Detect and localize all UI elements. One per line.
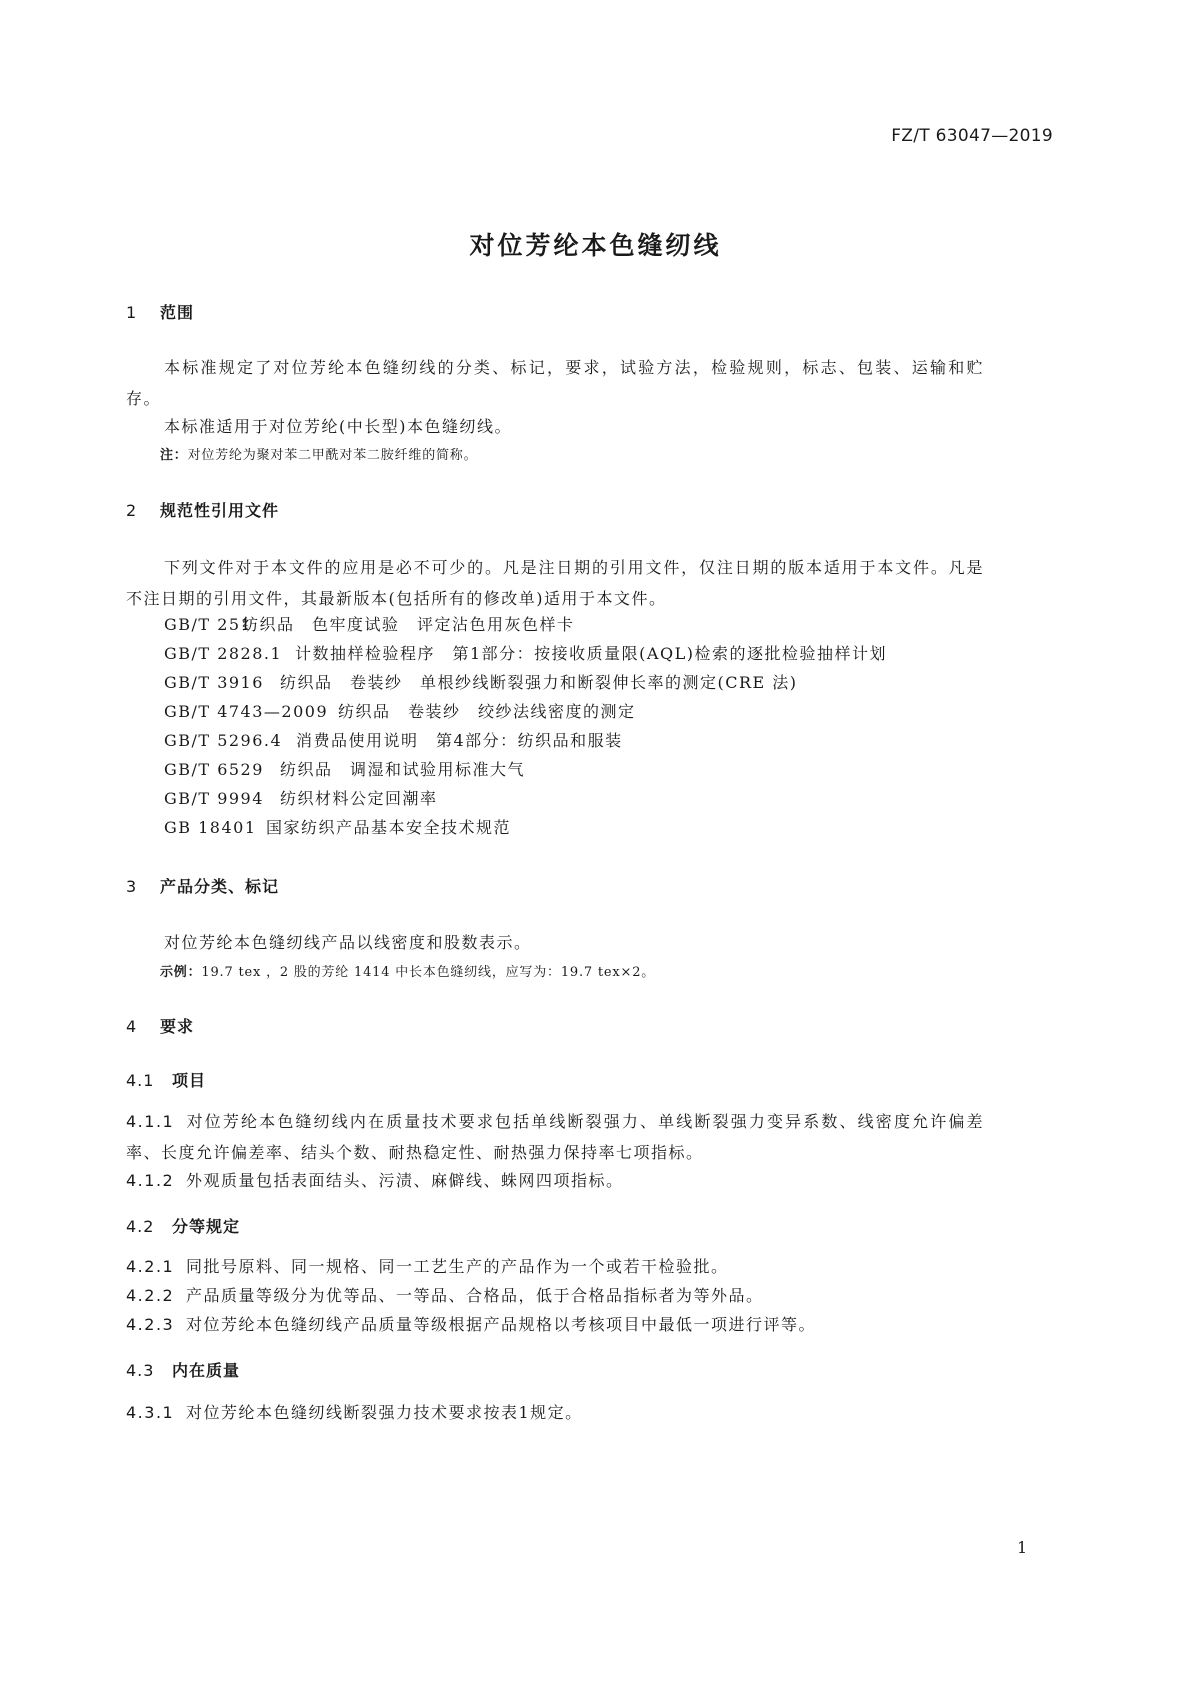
section-3-paragraph: 对位芳纶本色缝纫线产品以线密度和股数表示。 (164, 933, 532, 952)
section-1-paragraph-2: 本标准适用于对位芳纶(中长型)本色缝纫线。 (164, 417, 512, 436)
clause-4-1-2 (126, 1168, 624, 1191)
reference-code: GB/T 4743—2009 (164, 702, 329, 721)
clause-number: 4.1.2 (126, 1171, 175, 1190)
reference-title: 消费品使用说明 第4部分：纺织品和服装 (296, 731, 623, 750)
reference-code: GB/T 5296.4 (164, 731, 283, 750)
clause-number: 4.2.3 (126, 1315, 175, 1334)
clause-text: 同批号原料、同一规格、同一工艺生产的产品作为一个或若干检验批。 (186, 1257, 729, 1276)
section-3-example (160, 961, 655, 980)
clause-text: 产品质量等级分为优等品、一等品、合格品，低于合格品指标者为等外品。 (186, 1286, 764, 1305)
section-3-heading (126, 874, 279, 897)
reference-title: 纺织品 调湿和试验用标准大气 (280, 760, 526, 779)
section-number: 4 (126, 1017, 138, 1036)
section-2-paragraph: 下列文件对于本文件的应用是必不可少的。凡是注日期的引用文件，仅注日期的版本适用于本文件。凡是不注日期的引用文件，其最新版本(包括所有的修改单)适用于本文件。 (126, 558, 984, 608)
document-title: 对位芳纶本色缝纫线 (469, 231, 722, 260)
section-1-paragraph-1: 本标准规定了对位芳纶本色缝纫线的分类、标记，要求，试验方法，检验规则，标志、包装、运输和贮存。 (126, 358, 984, 408)
clause-number: 4.3.1 (126, 1403, 175, 1422)
note-label: 注： (160, 448, 188, 463)
note-text: 对位芳纶为聚对苯二甲酰对苯二胺纤维的简称。 (187, 448, 478, 463)
subsection-title: 项目 (172, 1071, 207, 1090)
section-4-heading (126, 1014, 194, 1037)
reference-item (164, 612, 575, 635)
subsection-number: 4.1 (126, 1071, 155, 1090)
example-text: 19.7 tex ，2 股的芳纶 1414 中长本色缝纫线，应写为：19.7 tex×2。 (201, 965, 656, 980)
section-1-heading (126, 300, 194, 323)
reference-item (164, 757, 525, 780)
section-title: 要求 (160, 1017, 195, 1036)
reference-item (164, 641, 887, 664)
subsection-title: 内在质量 (172, 1361, 241, 1380)
page-number: 1 (1017, 1538, 1028, 1557)
reference-code: GB/T 3916 (164, 673, 264, 692)
subsection-4-3-heading (126, 1358, 240, 1381)
standard-number: FZ/T 63047—2019 (891, 126, 1053, 146)
reference-title: 国家纺织产品基本安全技术规范 (266, 818, 512, 837)
clause-number: 4.1.1 (126, 1112, 175, 1131)
reference-item (164, 699, 636, 722)
reference-item (164, 786, 438, 809)
reference-title: 纺织材料公定回潮率 (280, 789, 438, 808)
reference-code: GB/T 6529 (164, 760, 264, 779)
section-number: 2 (126, 501, 138, 520)
example-label: 示例： (160, 965, 202, 980)
section-number: 3 (126, 877, 138, 896)
reference-title: 纺织品 卷装纱 单根纱线断裂强力和断裂伸长率的测定(CRE 法) (280, 673, 798, 692)
reference-code: GB 18401 (164, 818, 257, 837)
clause-4-2-2 (126, 1283, 764, 1306)
section-title: 范围 (160, 303, 195, 322)
section-number: 1 (126, 303, 138, 322)
reference-code: GB/T 251 (164, 615, 253, 634)
clause-4-2-3 (126, 1312, 816, 1335)
subsection-number: 4.2 (126, 1217, 155, 1236)
subsection-title: 分等规定 (172, 1217, 241, 1236)
reference-item (164, 815, 511, 838)
clause-text: 对位芳纶本色缝纫线产品质量等级根据产品规格以考核项目中最低一项进行评等。 (186, 1315, 817, 1334)
subsection-4-1-heading (126, 1068, 206, 1091)
reference-title: 纺织品 卷装纱 绞纱法线密度的测定 (338, 702, 636, 721)
subsection-number: 4.3 (126, 1361, 155, 1380)
reference-code: GB/T 2828.1 (164, 644, 283, 663)
clause-number: 4.2.2 (126, 1286, 175, 1305)
clause-number: 4.2.1 (126, 1257, 175, 1276)
reference-code: GB/T 9994 (164, 789, 264, 808)
clause-text: 对位芳纶本色缝纫线内在质量技术要求包括单线断裂强力、单线断裂强力变异系数、线密度允许偏差率、长度允许偏差率、结头个数、耐热稳定性、耐热强力保持率七项指标。 (126, 1112, 984, 1162)
clause-text: 对位芳纶本色缝纫线断裂强力技术要求按表1规定。 (186, 1403, 583, 1422)
clause-text: 外观质量包括表面结头、污渍、麻僻线、蛛网四项指标。 (186, 1171, 624, 1190)
clause-4-2-1 (126, 1254, 729, 1277)
reference-item (164, 670, 798, 693)
section-1-note (160, 444, 477, 463)
reference-title: 纺织品 色牢度试验 评定沾色用灰色样卡 (242, 615, 575, 634)
section-title: 产品分类、标记 (160, 877, 280, 896)
clause-4-3-1 (126, 1400, 583, 1423)
subsection-4-2-heading (126, 1214, 240, 1237)
clause-4-1-1 (126, 1106, 984, 1168)
section-title: 规范性引用文件 (160, 501, 280, 520)
reference-title: 计数抽样检验程序 第1部分：按接收质量限(AQL)检索的逐批检验抽样计划 (295, 644, 887, 663)
reference-item (164, 728, 623, 751)
section-2-heading (126, 498, 279, 521)
